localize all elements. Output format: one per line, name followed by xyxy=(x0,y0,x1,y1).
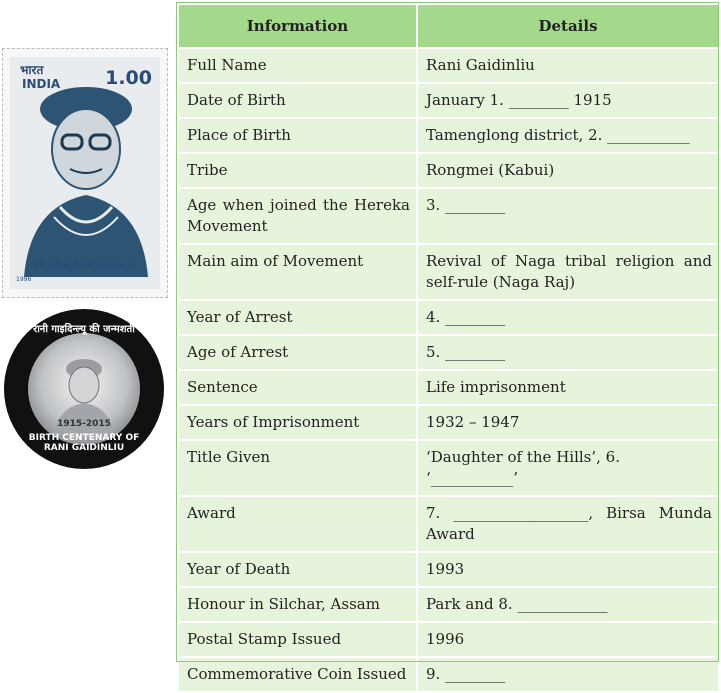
table-row xyxy=(178,622,719,657)
row-detail: Revival of Naga tribal religion and self-rule (Naga Raj) xyxy=(417,244,719,300)
table-row xyxy=(178,370,719,405)
table-row xyxy=(178,48,719,83)
row-detail: 1993 xyxy=(417,552,719,587)
table-row xyxy=(178,118,719,153)
table-row xyxy=(178,587,719,622)
postage-stamp-image xyxy=(2,48,168,298)
row-label: Full Name xyxy=(178,48,417,83)
coin-years: 1915-2015 xyxy=(57,419,111,429)
stamp-hindi-label: भारत xyxy=(20,63,44,77)
table-row xyxy=(178,300,719,335)
row-detail: Rani Gaidinliu xyxy=(417,48,719,83)
table-row xyxy=(178,188,719,244)
table-row xyxy=(178,83,719,118)
stamp-value: 1.00 xyxy=(105,67,152,89)
row-label: Commemorative Coin Issued xyxy=(178,657,417,692)
row-label: Date of Birth xyxy=(178,83,417,118)
table-header-row xyxy=(178,4,719,48)
row-detail: 3. ________ xyxy=(417,188,719,244)
table-row xyxy=(178,440,719,496)
header-details: Details xyxy=(417,4,719,48)
table-row xyxy=(178,552,719,587)
row-detail: 7. __________________, Birsa Munda Award xyxy=(417,496,719,552)
row-detail: 5. ________ xyxy=(417,335,719,370)
table-row xyxy=(178,657,719,692)
portrait-illustration xyxy=(10,57,162,291)
row-label: Award xyxy=(178,496,417,552)
row-detail: Life imprisonment xyxy=(417,370,719,405)
table-row xyxy=(178,153,719,188)
row-label: Year of Arrest xyxy=(178,300,417,335)
stamp-frame xyxy=(10,57,160,289)
row-detail: January 1. ________ 1915 xyxy=(417,83,719,118)
table-row xyxy=(178,405,719,440)
stamp-caption: रानी गाइदिन्ल्यू RANI GAIDINLIU xyxy=(34,262,136,270)
row-detail: 1932 – 1947 xyxy=(417,405,719,440)
row-detail: 1996 xyxy=(417,622,719,657)
table-row xyxy=(178,244,719,300)
row-label: Tribe xyxy=(178,153,417,188)
coin-english-inscription: BIRTH CENTENARY OF RANI GAIDINLIU xyxy=(28,433,140,453)
commemorative-coin-image xyxy=(2,307,166,471)
row-label: Title Given xyxy=(178,440,417,496)
table-row xyxy=(178,335,719,370)
row-label: Main aim of Movement xyxy=(178,244,417,300)
row-label: Sentence xyxy=(178,370,417,405)
row-label: Age of Arrest xyxy=(178,335,417,370)
row-detail: Rongmei (Kabui) xyxy=(417,153,719,188)
row-label: Years of Imprisonment xyxy=(178,405,417,440)
row-label: Year of Death xyxy=(178,552,417,587)
table-row xyxy=(178,496,719,552)
row-detail: Park and 8. ____________ xyxy=(417,587,719,622)
information-table xyxy=(177,3,720,693)
coin-hindi-inscription: रानी गाइदिन्ल्यू की जन्मशती xyxy=(33,324,135,335)
header-information: Information xyxy=(178,4,417,48)
stamp-country-label: INDIA xyxy=(22,77,61,91)
row-label: Age when joined the Hereka Movement xyxy=(178,188,417,244)
row-label: Honour in Silchar, Assam xyxy=(178,587,417,622)
stamp-year: 1996 xyxy=(16,276,32,283)
row-label: Postal Stamp Issued xyxy=(178,622,417,657)
row-label: Place of Birth xyxy=(178,118,417,153)
row-detail: 9. ________ xyxy=(417,657,719,692)
row-detail: 4. ________ xyxy=(417,300,719,335)
row-detail: Tamenglong district, 2. ___________ xyxy=(417,118,719,153)
row-detail: ‘Daughter of the Hills’, 6. ‘___________’ xyxy=(417,440,719,496)
